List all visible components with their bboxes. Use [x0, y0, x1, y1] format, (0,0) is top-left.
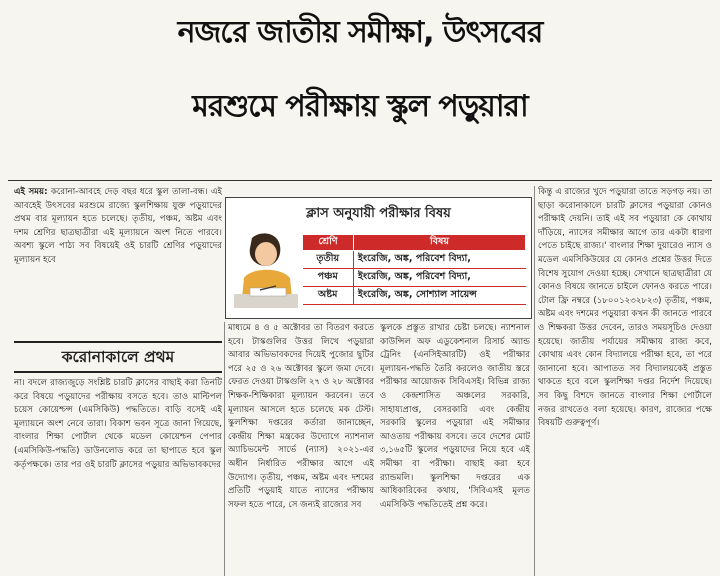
headline-line-2: মরশুমে পরীক্ষায় স্কুল পড়ুয়ারা — [192, 89, 528, 124]
student-writing-illustration — [230, 228, 300, 314]
subject-table-box — [225, 197, 532, 319]
subject-cell: ইংরেজি, অঙ্ক, পরিবেশ বিদ্যা, — [354, 269, 526, 287]
class-cell: পঞ্চম — [303, 269, 354, 287]
headline-rule — [8, 180, 712, 181]
column-1-bottom — [14, 377, 222, 576]
column-1-top — [14, 186, 222, 338]
subject-table — [302, 234, 526, 305]
table-row — [303, 251, 526, 269]
header-class: শ্রেণি — [303, 235, 354, 251]
column-1-para-2: না। বদলে রাজ্যজুড়ে সংশ্লিষ্ট চারটি ক্লাসের বাছাই করা তিনটি করে বিষয়ে পড়ুয়াদের পরীক্ষায় বসতে হবে। তাও মাল্টিপল চয়েস কোয়েশ্চন্স (এমসিকিউ) পদ্ধতিতে। বাড়ি বসেই এই মূল্যায়নে অংশ নেবে তারা। বিকাশ ভবন সূত্রে জানা গিয়েছে, বাংলার শিক্ষা পোর্টাল থেকে মডেল কোয়েশ্চন পেপার (এমসিকিউ-পদ্ধতি) ডাউনলোড করে তা ছাপাতে হবে স্কুল কর্তৃপক্ষকে। তার পর ওই চারটি ক্লাসের পড়ুয়ার অভিভাবকদের — [14, 378, 222, 470]
column-divider — [534, 186, 535, 576]
subject-cell: ইংরেজি, অঙ্ক, সোশ্যাল সায়েন্স — [354, 287, 526, 305]
column-2-text: মাধ্যমে ৪ ও ৫ অক্টোবর তা বিতরণ করতে হবে। টাস্কগুলির উত্তর লিখে পড়ুয়ারা আবার অভিভাবকদের দিয়েই পুজোর ছুটির পরে ২৫ ও ২৬ অক্টোবর স্কুলে জমা দেবে। ফেরত দেওয়া টাস্কগুলি ২৭ ও ২৮ অক্টোবর শিক্ষক-শিক্ষিকারা মূল্যায়ন করবেন। তবে মূল্যায়ন আসলে হতে চলেছে মক টেস্ট। স্কুলশিক্ষা দপ্তরের কর্তারা জানাচ্ছেন, কেন্দ্রীয় শিক্ষা মন্ত্রকের উদ্যোগে ন্যাশনাল অ্যাচিভমেন্ট সার্ভে (ন্যাস) ২০২১-এর অধীন নির্ধারিত পরীক্ষার আগে এই উদ্যোগ। তৃতীয়, পঞ্চম, অষ্টম এবং দশমের প্রতিটি পড়ুয়াই যাতে ন্যাসের পরীক্ষায় সফল হতে পারে, সে জন্যই রাজ্যের সব — [228, 323, 374, 510]
subject-cell: ইংরেজি, অঙ্ক, পরিবেশ বিদ্যা, — [354, 251, 526, 269]
headline — [0, 0, 720, 176]
table-row — [303, 287, 526, 305]
column-3 — [380, 322, 530, 576]
column-1-para-1: করোনা-আবহে দেড় বছর ধরে স্কুল তালা-বন্ধ। এই আবহেই উৎসবের মরশুমে রাজ্যে স্কুলশিক্ষায় যুক্ত পড়ুয়াদের প্রথম বার মূল্যায়ন হতে চলেছে। তৃতীয়, পঞ্চম, অষ্টম এবং দশম শ্রেণির ছাত্রছাত্রীরা এই মূল্যায়নে অংশ নিতে পারবে। অবশ্য স্কুলে পাঠ্য সব বিষয়েই ওই চারটি শ্রেণির পড়ুয়াদের মূল্যায়ন হবে — [14, 187, 222, 265]
column-divider — [224, 322, 225, 576]
column-4-text: কিন্তু এ রাজ্যের খুদে পড়ুয়ারা তাতে সড়গড় নয়। তা ছাড়া করোনাকালে চারটি ক্লাসের পড়ুয়ারা কোনও পরীক্ষাই দেয়নি। তাই এই সব পড়ুয়ারা কে কোথায় দাঁড়িয়ে, ন্যাসের সমীক্ষার আগে তার একটা ধারণা পেতে চাইছে রাজ্য।' বাংলার শিক্ষা দুয়ারেও ন্যাস ও মডেল এমসিকিউয়ের যে কোনও প্রশ্নের উত্তর দিতে বিশেষ সুযোগ দেওয়া হচ্ছে। সেখানে ছাত্রছাত্রীরা যে কোনও বিষয়ে জানতে চাইলে ফোনও করতে পারে। টোল ফ্রি নম্বরে (১৮০০১২৩২৮২৩) তৃতীয়, পঞ্চম, অষ্টম এবং দশমের পড়ুয়ারা কখন কী জানতে পারবে ও শিক্ষকরা উত্তর দেবেন, তারও সময়সূচিও দেওয়া হয়েছে। জাতীয় পর্যায়ের সমীক্ষায় রাজ্য কবে, কোথায় এবং কোন বিদ্যালয়ে পরীক্ষা হবে, তা পরে জানানো হবে। আপাতত সব বিদ্যালয়কেই প্রস্তুত থাকতে হবে বলে স্কুলশিক্ষা দপ্তর নির্দেশ দিয়েছে। সব কিছু বিশদে জানতে বাংলার শিক্ষা পোর্টালে নজর রাখতেও বলা হয়েছে। কারণ, রাজ্যের পক্ষে বিষয়টি গুরুত্বপূর্ণ। — [538, 187, 712, 429]
class-cell: অষ্টম — [303, 287, 354, 305]
subheading: করোনাকালে প্রথম — [14, 341, 222, 373]
dateline: এই সময়: — [14, 187, 48, 197]
column-4 — [538, 186, 712, 576]
column-2 — [228, 322, 374, 576]
table-row — [303, 269, 526, 287]
class-cell: তৃতীয় — [303, 251, 354, 269]
column-3-text: স্কুলকে প্রস্তুত রাখার চেষ্টা চলছে। ন্যাশনাল কাউন্সিল অফ এডুকেশনাল রিসার্চ অ্যান্ড ট্রেনিং (এনসিইআরটি) ওই পরীক্ষার মূল্যায়ন-পদ্ধতি তৈরি করলেও জাতীয় স্তরে পরীক্ষার আয়োজক সিবিএসই। বিভিন্ন রাজ্য ও কেন্দ্রশাসিত অঞ্চলের সরকারি, সাহায্যপ্রাপ্ত, বেসরকারি এবং কেন্দ্রীয় সরকারি স্কুলের পড়ুয়ারা এই সমীক্ষার আওতায় পরীক্ষায় বসবে। তবে দেশের মোট ৩,১৬৫টি স্কুলের পড়ুয়াদের নিয়ে হবে এই সমীক্ষা বা পরীক্ষা। বাছাই করা হবে র‍্যান্ডমলি। স্কুলশিক্ষা দপ্তরের এক আধিকারিকের কথায়, 'সিবিএসই মূলত এমসিকিউ পদ্ধতিতেই প্রশ্ন করে। — [380, 323, 530, 510]
subject-table-title: ক্লাস অনুযায়ী পরীক্ষার বিষয় — [306, 206, 451, 221]
table-header-row — [303, 235, 526, 251]
headline-line-1: নজরে জাতীয় সমীক্ষা, উৎসবের — [177, 15, 543, 50]
header-subject: বিষয় — [354, 235, 526, 251]
